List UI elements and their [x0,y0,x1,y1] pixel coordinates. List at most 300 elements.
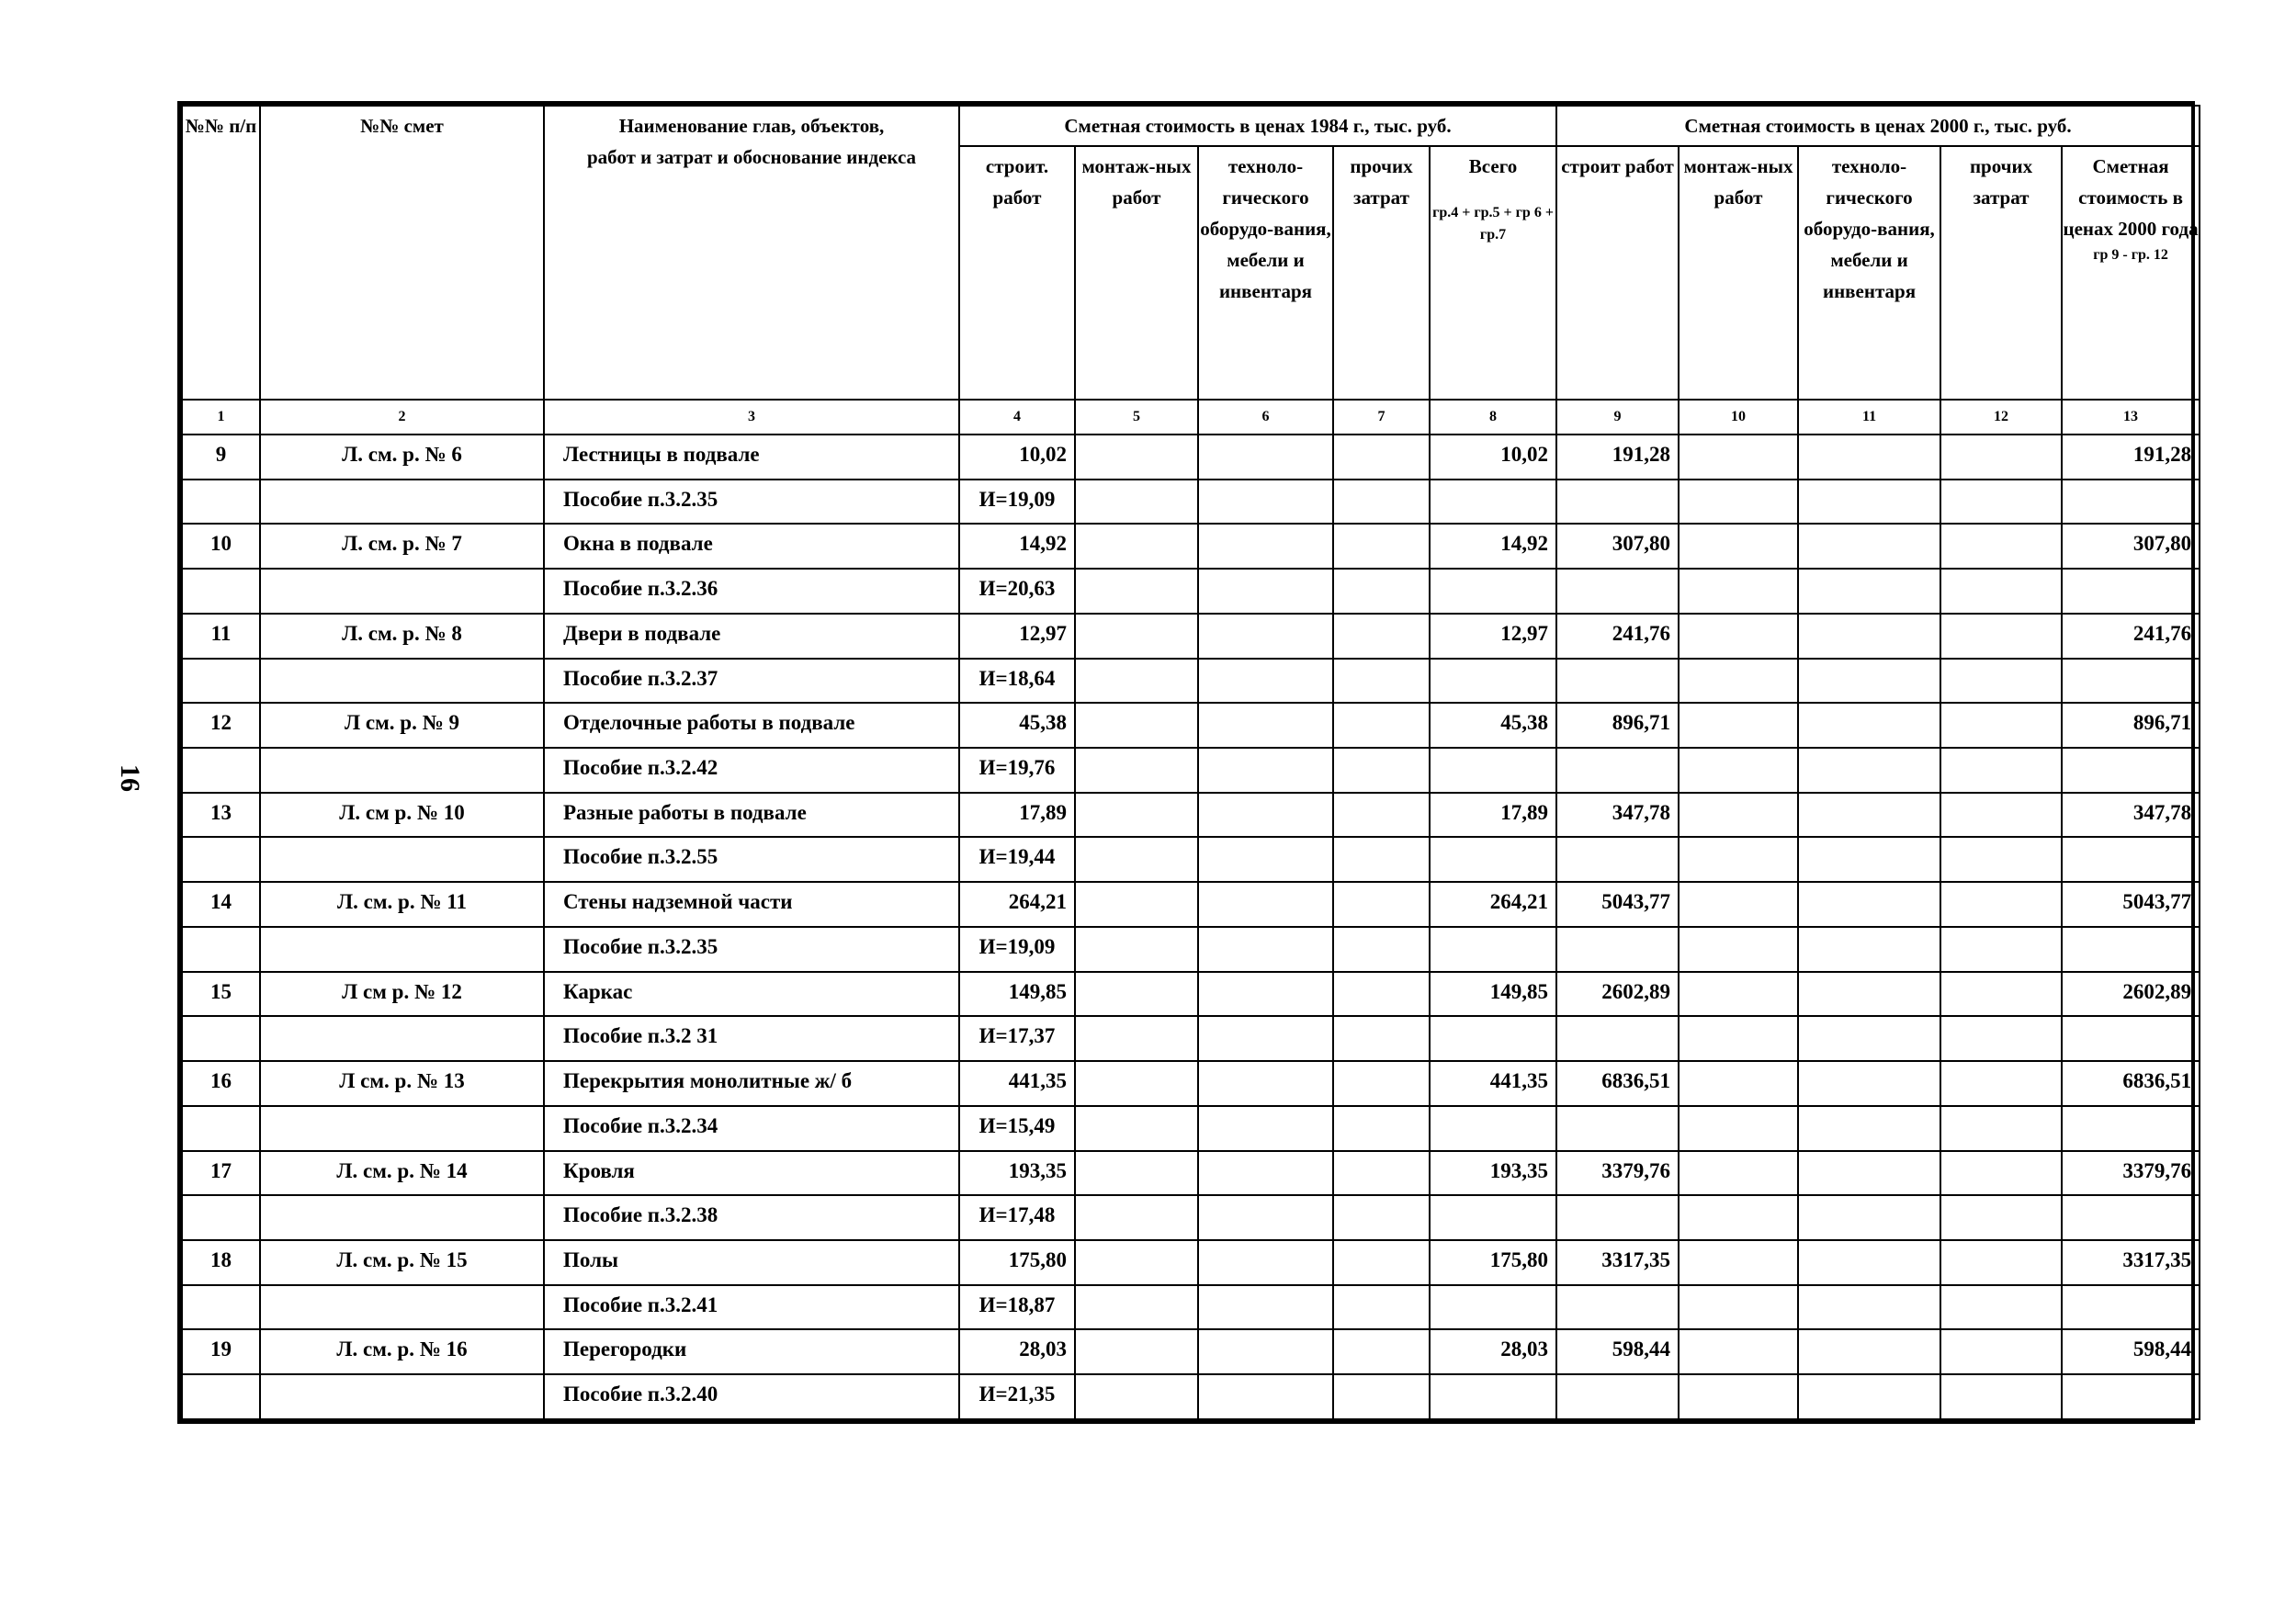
cost-1984-total: 45,38 [1430,703,1556,748]
empty-cell [1075,1106,1198,1151]
cost-1984-other [1333,972,1430,1017]
col-num: 1 [182,400,260,435]
cost-1984-other [1333,1061,1430,1106]
cost-1984-installation [1075,1329,1198,1374]
col-num: 7 [1333,400,1430,435]
header-c8-note: гр.4 + гр.5 + гр 6 + гр.7 [1432,205,1554,243]
empty-cell [1798,927,1940,972]
cost-1984-equipment [1198,1061,1333,1106]
cost-2000-equipment [1798,1240,1940,1285]
cost-1984-equipment [1198,1240,1333,1285]
empty-cell [1679,1016,1798,1061]
row-number: 10 [182,524,260,569]
row-number: 13 [182,793,260,838]
cost-2000-total: 3317,35 [2062,1240,2200,1285]
header-name-line2: работ и затрат и обоснование индекса [586,146,917,168]
header-name-line1: Наименование глав, объектов, [618,115,885,137]
work-name: Стены надземной части [544,882,959,927]
col-num: 10 [1679,400,1798,435]
cost-2000-installation [1679,972,1798,1017]
cost-1984-installation [1075,435,1198,480]
empty-cell [1679,1106,1798,1151]
estimate-ref-empty [260,1106,544,1151]
empty-cell [1940,1106,2062,1151]
table-row [182,882,2200,927]
cost-1984-installation [1075,614,1198,659]
estimate-ref-empty [260,1016,544,1061]
empty-cell [1075,927,1198,972]
cost-2000-total: 3379,76 [2062,1151,2200,1196]
cost-2000-total: 191,28 [2062,435,2200,480]
row-number: 17 [182,1151,260,1196]
empty-cell [2062,659,2200,704]
posobie-ref: Пособие п.3.2.35 [544,480,959,525]
index-value: И=19,44 [959,837,1075,882]
cost-2000-total: 307,80 [2062,524,2200,569]
table-row-index [182,480,2200,525]
estimate-ref: Л. см. р. № 14 [260,1151,544,1196]
work-name: Кровля [544,1151,959,1196]
estimate-ref-empty [260,1285,544,1330]
cost-1984-equipment [1198,524,1333,569]
cost-1984-total: 10,02 [1430,435,1556,480]
cost-2000-construction: 191,28 [1556,435,1679,480]
table-row-index [182,1285,2200,1330]
estimate-ref: Л. см р. № 10 [260,793,544,838]
index-value: И=19,09 [959,480,1075,525]
cost-2000-total: 347,78 [2062,793,2200,838]
empty-cell [1430,1106,1556,1151]
posobie-ref: Пособие п.3.2.35 [544,927,959,972]
empty-cell [1940,569,2062,614]
empty-cell [2062,1016,2200,1061]
table-row [182,1151,2200,1196]
empty-cell [1679,748,1798,793]
empty-cell [1075,748,1198,793]
table-row-index [182,1195,2200,1240]
header-c5: монтаж-ных работ [1075,146,1198,400]
empty-cell [1075,1374,1198,1419]
estimate-ref: Л см. р. № 9 [260,703,544,748]
estimate-ref-empty [260,480,544,525]
empty-cell [1798,569,1940,614]
work-name: Лестницы в подвале [544,435,959,480]
empty-cell [1198,1106,1333,1151]
empty-cell [2062,748,2200,793]
cost-1984-total: 17,89 [1430,793,1556,838]
cost-1984-construction: 441,35 [959,1061,1075,1106]
col-num: 6 [1198,400,1333,435]
cost-2000-total: 241,76 [2062,614,2200,659]
col-num: 5 [1075,400,1198,435]
empty-cell [2062,837,2200,882]
posobie-ref: Пособие п.3.2.55 [544,837,959,882]
col-num: 2 [260,400,544,435]
cost-1984-construction: 28,03 [959,1329,1075,1374]
cost-1984-equipment [1198,1329,1333,1374]
work-name: Окна в подвале [544,524,959,569]
row-number: 9 [182,435,260,480]
empty-cell [1075,837,1198,882]
header-c13 [2062,146,2200,400]
empty-cell [1198,837,1333,882]
header-c8 [1430,146,1556,400]
table-row [182,435,2200,480]
empty-cell [1798,480,1940,525]
table-row-index [182,1374,2200,1419]
table-row [182,1061,2200,1106]
cost-1984-total: 175,80 [1430,1240,1556,1285]
cost-1984-installation [1075,1151,1198,1196]
table-row [182,1329,2200,1374]
cost-1984-other [1333,1151,1430,1196]
posobie-ref: Пособие п.3.2.42 [544,748,959,793]
empty-cell [1333,748,1430,793]
header-c7: прочих затрат [1333,146,1430,400]
header-c4: строит. работ [959,146,1075,400]
estimate-ref-empty [260,748,544,793]
cost-1984-other [1333,1329,1430,1374]
empty-cell [1940,1285,2062,1330]
cost-2000-other [1940,614,2062,659]
empty-cell [1798,659,1940,704]
cost-2000-equipment [1798,614,1940,659]
header-name [544,106,959,400]
estimate-ref: Л см. р. № 13 [260,1061,544,1106]
cost-1984-equipment [1198,703,1333,748]
empty-cell [2062,480,2200,525]
posobie-ref: Пособие п.3.2.37 [544,659,959,704]
cost-2000-other [1940,1151,2062,1196]
work-name: Отделочные работы в подвале [544,703,959,748]
cost-1984-installation [1075,882,1198,927]
cost-1984-other [1333,1240,1430,1285]
empty-cell [1679,569,1798,614]
cost-1984-other [1333,882,1430,927]
header-c13-label: Сметная стоимость в ценах 2000 года [2063,155,2199,240]
posobie-ref: Пособие п.3.2 31 [544,1016,959,1061]
index-value: И=18,87 [959,1285,1075,1330]
cost-2000-equipment [1798,972,1940,1017]
cost-2000-other [1940,793,2062,838]
header-c12: прочих затрат [1940,146,2062,400]
estimate-table [177,101,2199,1424]
cost-1984-equipment [1198,614,1333,659]
empty-cell [1075,1195,1198,1240]
cost-2000-installation [1679,1061,1798,1106]
estimate-ref-empty [260,1374,544,1419]
empty-cell [1333,1374,1430,1419]
cost-1984-construction: 175,80 [959,1240,1075,1285]
estimate-ref: Л. см. р. № 6 [260,435,544,480]
empty-cell [1556,1374,1679,1419]
empty-cell [1940,1374,2062,1419]
row-number-empty [182,1374,260,1419]
empty-cell [1430,837,1556,882]
cost-2000-total: 2602,89 [2062,972,2200,1017]
row-number-empty [182,1195,260,1240]
cost-2000-other [1940,1061,2062,1106]
cost-1984-equipment [1198,972,1333,1017]
cost-1984-total: 149,85 [1430,972,1556,1017]
cost-1984-equipment [1198,435,1333,480]
empty-cell [1679,1285,1798,1330]
header-c6: техноло-гического оборудо-вания, мебели и инвентаря [1198,146,1333,400]
cost-2000-installation [1679,793,1798,838]
cost-1984-total: 264,21 [1430,882,1556,927]
empty-cell [1333,1285,1430,1330]
empty-cell [1556,569,1679,614]
empty-cell [1940,480,2062,525]
cost-1984-other [1333,524,1430,569]
empty-cell [1556,1285,1679,1330]
index-value: И=21,35 [959,1374,1075,1419]
cost-1984-equipment [1198,882,1333,927]
cost-2000-installation [1679,882,1798,927]
cost-1984-construction: 14,92 [959,524,1075,569]
estimate-ref-empty [260,837,544,882]
empty-cell [1679,659,1798,704]
cost-2000-equipment [1798,793,1940,838]
empty-cell [1198,659,1333,704]
table-row-index [182,1106,2200,1151]
empty-cell [1075,480,1198,525]
estimate-ref: Л. см. р. № 16 [260,1329,544,1374]
cost-2000-equipment [1798,1061,1940,1106]
index-value: И=18,64 [959,659,1075,704]
estimate-ref-empty [260,927,544,972]
cost-1984-total: 28,03 [1430,1329,1556,1374]
cost-1984-construction: 149,85 [959,972,1075,1017]
empty-cell [1798,837,1940,882]
cost-2000-construction: 5043,77 [1556,882,1679,927]
cost-2000-equipment [1798,1151,1940,1196]
posobie-ref: Пособие п.3.2.34 [544,1106,959,1151]
page-number: 16 [115,764,145,792]
index-value: И=19,76 [959,748,1075,793]
row-number: 18 [182,1240,260,1285]
row-number-empty [182,837,260,882]
empty-cell [1333,1106,1430,1151]
empty-cell [2062,927,2200,972]
row-number: 19 [182,1329,260,1374]
empty-cell [1940,659,2062,704]
cost-1984-other [1333,703,1430,748]
cost-2000-construction: 3379,76 [1556,1151,1679,1196]
header-group-2000: Сметная стоимость в ценах 2000 г., тыс. руб. [1556,106,2200,146]
cost-1984-other [1333,793,1430,838]
cost-2000-other [1940,524,2062,569]
cost-1984-other [1333,614,1430,659]
estimate-ref-empty [260,1195,544,1240]
cost-2000-equipment [1798,435,1940,480]
empty-cell [1679,1374,1798,1419]
col-num: 4 [959,400,1075,435]
row-number-empty [182,748,260,793]
index-value: И=20,63 [959,569,1075,614]
table-row-index [182,569,2200,614]
cost-1984-total: 14,92 [1430,524,1556,569]
empty-cell [1198,1374,1333,1419]
empty-cell [1430,569,1556,614]
empty-cell [1333,1016,1430,1061]
empty-cell [1940,748,2062,793]
empty-cell [1798,1106,1940,1151]
cost-2000-other [1940,882,2062,927]
table-row-index [182,927,2200,972]
empty-cell [1679,480,1798,525]
posobie-ref: Пособие п.3.2.38 [544,1195,959,1240]
table-row [182,703,2200,748]
col-num: 13 [2062,400,2200,435]
cost-1984-installation [1075,524,1198,569]
cost-1984-installation [1075,793,1198,838]
posobie-ref: Пособие п.3.2.36 [544,569,959,614]
table-row-index [182,748,2200,793]
empty-cell [1556,837,1679,882]
empty-cell [1075,1016,1198,1061]
empty-cell [1075,569,1198,614]
empty-cell [2062,1106,2200,1151]
empty-cell [1556,659,1679,704]
empty-cell [1556,480,1679,525]
empty-cell [1679,1195,1798,1240]
cost-2000-construction: 6836,51 [1556,1061,1679,1106]
cost-1984-total: 193,35 [1430,1151,1556,1196]
cost-2000-construction: 2602,89 [1556,972,1679,1017]
empty-cell [1198,480,1333,525]
table-body [182,435,2200,1419]
header-smet: №№ смет [260,106,544,400]
row-number-empty [182,1016,260,1061]
empty-cell [1430,1285,1556,1330]
empty-cell [1075,659,1198,704]
col-num: 12 [1940,400,2062,435]
empty-cell [1198,927,1333,972]
cost-2000-construction: 241,76 [1556,614,1679,659]
empty-cell [1556,1016,1679,1061]
empty-cell [1556,1106,1679,1151]
empty-cell [1198,569,1333,614]
cost-2000-equipment [1798,882,1940,927]
work-name: Полы [544,1240,959,1285]
estimate-ref: Л. см. р. № 7 [260,524,544,569]
empty-cell [2062,1374,2200,1419]
empty-cell [2062,569,2200,614]
table-row [182,1240,2200,1285]
empty-cell [1679,927,1798,972]
cost-1984-total: 12,97 [1430,614,1556,659]
cost-2000-other [1940,972,2062,1017]
cost-1984-construction: 45,38 [959,703,1075,748]
cost-2000-other [1940,1329,2062,1374]
empty-cell [1798,1374,1940,1419]
table-row-index [182,659,2200,704]
cost-1984-equipment [1198,1151,1333,1196]
row-number-empty [182,569,260,614]
cost-2000-equipment [1798,524,1940,569]
row-number: 11 [182,614,260,659]
empty-cell [1333,837,1430,882]
empty-cell [2062,1195,2200,1240]
cost-2000-installation [1679,1240,1798,1285]
cost-1984-installation [1075,1240,1198,1285]
cost-2000-construction: 598,44 [1556,1329,1679,1374]
empty-cell [1940,1016,2062,1061]
cost-1984-construction: 264,21 [959,882,1075,927]
empty-cell [1430,1195,1556,1240]
cost-1984-equipment [1198,793,1333,838]
table-row [182,972,2200,1017]
header-c11: техноло-гического оборудо-вания, мебели и инвентаря [1798,146,1940,400]
row-number-empty [182,480,260,525]
empty-cell [1333,480,1430,525]
estimate-ref: Л. см. р. № 11 [260,882,544,927]
row-number: 15 [182,972,260,1017]
index-value: И=17,37 [959,1016,1075,1061]
cost-2000-construction: 3317,35 [1556,1240,1679,1285]
table-row [182,614,2200,659]
estimate-ref-empty [260,659,544,704]
table-row [182,524,2200,569]
cost-2000-construction: 307,80 [1556,524,1679,569]
work-name: Каркас [544,972,959,1017]
estimate-ref: Л см р. № 12 [260,972,544,1017]
empty-cell [1430,1016,1556,1061]
header-group-1984: Сметная стоимость в ценах 1984 г., тыс. руб. [959,106,1556,146]
cost-2000-installation [1679,614,1798,659]
empty-cell [2062,1285,2200,1330]
row-number-empty [182,1285,260,1330]
work-name: Двери в подвале [544,614,959,659]
col-num: 11 [1798,400,1940,435]
header-c9: строит работ [1556,146,1679,400]
cost-2000-installation [1679,703,1798,748]
cost-2000-total: 5043,77 [2062,882,2200,927]
work-name: Разные работы в подвале [544,793,959,838]
header-c10: монтаж-ных работ [1679,146,1798,400]
empty-cell [1333,1195,1430,1240]
cost-2000-construction: 896,71 [1556,703,1679,748]
cost-2000-installation [1679,435,1798,480]
work-name: Перекрытия монолитные ж/ б [544,1061,959,1106]
cost-2000-total: 6836,51 [2062,1061,2200,1106]
row-number-empty [182,927,260,972]
cost-2000-installation [1679,1151,1798,1196]
empty-cell [1798,1016,1940,1061]
table-row-index [182,1016,2200,1061]
header-c13-note: гр 9 - гр. 12 [2093,247,2168,263]
cost-1984-other [1333,435,1430,480]
empty-cell [1075,1285,1198,1330]
col-num: 8 [1430,400,1556,435]
cost-2000-construction: 347,78 [1556,793,1679,838]
work-name: Перегородки [544,1329,959,1374]
empty-cell [1430,480,1556,525]
row-number: 14 [182,882,260,927]
empty-cell [1198,1016,1333,1061]
row-number-empty [182,659,260,704]
empty-cell [1333,927,1430,972]
cost-2000-installation [1679,524,1798,569]
empty-cell [1430,1374,1556,1419]
cost-2000-total: 896,71 [2062,703,2200,748]
cost-1984-installation [1075,972,1198,1017]
cost-1984-construction: 193,35 [959,1151,1075,1196]
table-row-index [182,837,2200,882]
index-value: И=15,49 [959,1106,1075,1151]
column-number-row [182,400,2200,435]
